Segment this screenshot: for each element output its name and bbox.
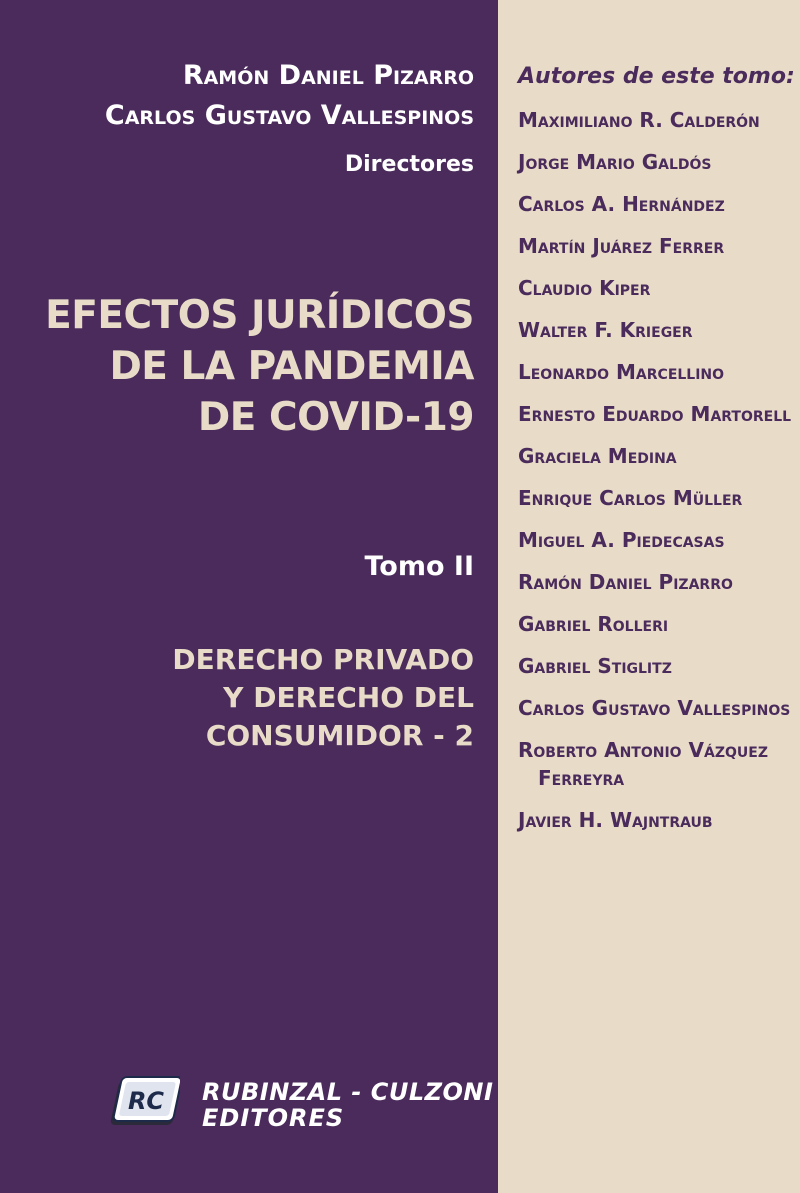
publisher-logo-icon — [110, 1073, 180, 1129]
author-item: Ernesto Eduardo Martorell — [518, 402, 792, 426]
director-name-2: Carlos Gustavo Vallespinos — [104, 100, 474, 131]
author-item: Jorge Mario Galdós — [518, 150, 712, 174]
authors-heading: Autores de este tomo: — [518, 64, 795, 89]
author-item: Carlos A. Hernández — [518, 192, 725, 216]
author-item: Martín Juárez Ferrer — [518, 234, 725, 258]
book-subtitle — [172, 641, 474, 755]
directors-label: Directores — [344, 152, 474, 177]
logo-monogram: RC — [127, 1087, 165, 1115]
title-line-1: EFECTOS JURÍDICOS — [45, 293, 474, 338]
author-item: Leonardo Marcellino — [518, 360, 725, 384]
author-item: Ramón Daniel Pizarro — [518, 570, 733, 594]
author-item: Claudio Kiper — [518, 276, 651, 300]
author-item: Maximiliano R. Calderón — [518, 108, 760, 132]
title-line-3: DE COVID-19 — [197, 395, 474, 440]
author-item: Enrique Carlos Müller — [518, 486, 743, 510]
title-line-2: DE LA PANDEMIA — [109, 344, 474, 389]
subtitle-line-1: DERECHO PRIVADO — [172, 643, 474, 676]
author-item: Graciela Medina — [518, 444, 677, 468]
author-item: Gabriel Stiglitz — [518, 654, 672, 678]
publisher-imprint: EDITORES — [202, 1104, 345, 1132]
director-name-1: Ramón Daniel Pizarro — [182, 60, 474, 91]
author-item: Javier H. Wajntraub — [518, 808, 713, 832]
author-item: Roberto Antonio Vázquez Ferreyra — [518, 738, 768, 790]
book-title — [14, 290, 474, 443]
subtitle-line-2: Y DERECHO DEL — [223, 681, 474, 714]
publisher-name: RUBINZAL - CULZONI — [202, 1078, 494, 1106]
author-item: Walter F. Krieger — [518, 318, 693, 342]
volume-label: Tomo II — [364, 551, 474, 582]
author-item: Carlos Gustavo Vallespinos — [518, 696, 791, 720]
author-item: Gabriel Rolleri — [518, 612, 669, 636]
author-item: Miguel A. Piedecasas — [518, 528, 725, 552]
subtitle-line-3: CONSUMIDOR - 2 — [205, 719, 474, 752]
authors-list — [518, 106, 794, 848]
